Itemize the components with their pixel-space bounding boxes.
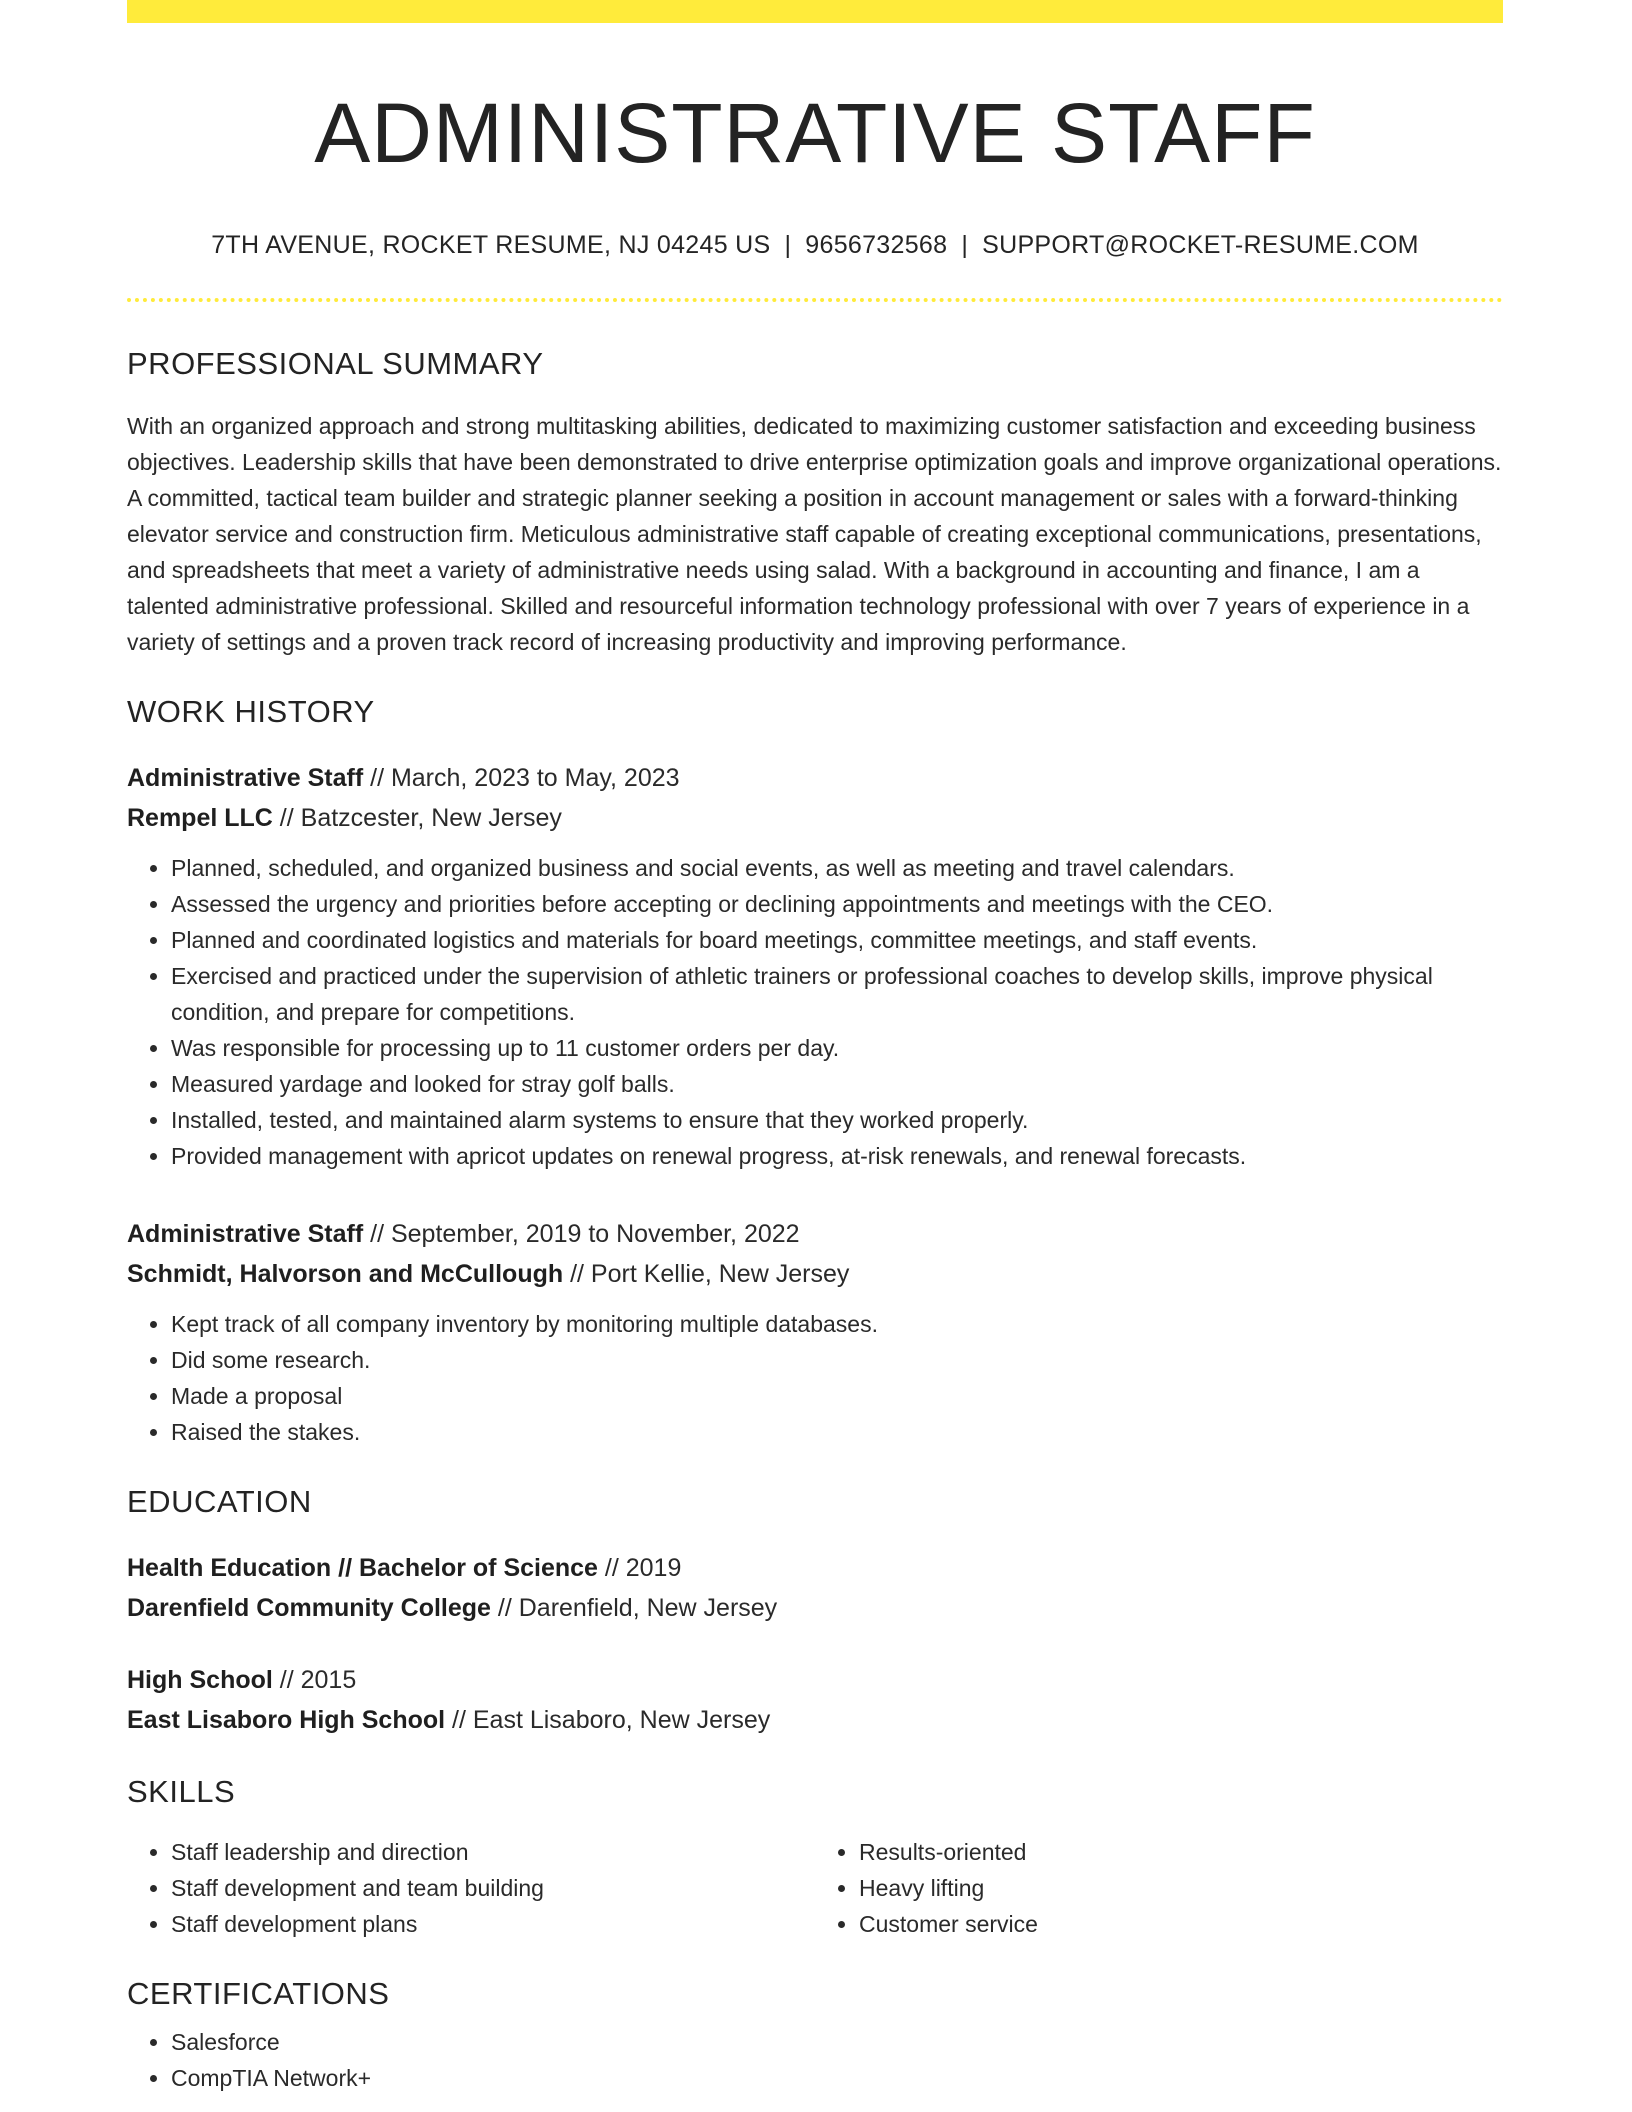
job-dates: // March, 2023 to May, 2023 bbox=[363, 764, 680, 793]
skills-grid bbox=[127, 1834, 1503, 1942]
job-title-line bbox=[127, 1214, 1503, 1254]
contact-address: 7TH AVENUE, ROCKET RESUME, NJ 04245 US bbox=[211, 231, 771, 260]
section-title-education: EDUCATION bbox=[127, 1484, 312, 1520]
accent-bar bbox=[127, 0, 1503, 23]
education-year: // 2019 bbox=[597, 1554, 682, 1583]
section-title-skills: SKILLS bbox=[127, 1774, 236, 1810]
job-bullets bbox=[127, 850, 1503, 1174]
list-item: • Installed, tested, and maintained alarm systems to ensure that they worked properly. bbox=[171, 1102, 1503, 1138]
list-item: • Planned, scheduled, and organized business and social events, as well as meeting and travel calendars. bbox=[171, 850, 1503, 886]
dotted-divider bbox=[127, 298, 1503, 302]
job-entry bbox=[127, 1214, 1503, 1450]
education-location: // East Lisaboro, New Jersey bbox=[445, 1706, 771, 1735]
job-role: Administrative Staff bbox=[127, 764, 364, 793]
contact-line bbox=[127, 231, 1503, 260]
section-title-work-history: WORK HISTORY bbox=[127, 694, 375, 730]
skills-list-left bbox=[127, 1834, 815, 1942]
list-item: • Results-oriented bbox=[859, 1834, 1503, 1870]
education-degree-line bbox=[127, 1660, 1503, 1700]
list-item: • Assessed the urgency and priorities before accepting or declining appointments and meetings with the CEO. bbox=[171, 886, 1503, 922]
list-item: • Customer service bbox=[859, 1906, 1503, 1942]
job-location: // Batzcester, New Jersey bbox=[272, 804, 562, 833]
education-school-line bbox=[127, 1588, 1503, 1628]
resume-page bbox=[127, 0, 1503, 2096]
job-company-line bbox=[127, 798, 1503, 838]
list-item: • Made a proposal bbox=[171, 1378, 1503, 1414]
education-school: East Lisaboro High School bbox=[127, 1706, 446, 1735]
list-item: • Planned and coordinated logistics and materials for board meetings, committee meetings, and staff events. bbox=[171, 922, 1503, 958]
certifications-list bbox=[127, 2024, 1503, 2096]
list-item: • Raised the stakes. bbox=[171, 1414, 1503, 1450]
contact-separator: | bbox=[784, 231, 792, 260]
list-item: • Was responsible for processing up to 11 customer orders per day. bbox=[171, 1030, 1503, 1066]
education-entry bbox=[127, 1548, 1503, 1628]
resume-name: ADMINISTRATIVE STAFF bbox=[314, 86, 1316, 180]
job-title-line bbox=[127, 758, 1503, 798]
job-company: Schmidt, Halvorson and McCullough bbox=[127, 1260, 564, 1289]
section-title-summary: PROFESSIONAL SUMMARY bbox=[127, 346, 544, 382]
contact-phone: 9656732568 bbox=[805, 231, 948, 260]
list-item: • Measured yardage and looked for stray golf balls. bbox=[171, 1066, 1503, 1102]
education-school: Darenfield Community College bbox=[127, 1594, 491, 1623]
skills-list-right bbox=[815, 1834, 1503, 1942]
job-dates: // September, 2019 to November, 2022 bbox=[363, 1220, 800, 1249]
contact-email: SUPPORT@ROCKET-RESUME.COM bbox=[982, 231, 1419, 260]
list-item: • CompTIA Network+ bbox=[171, 2060, 1503, 2096]
job-role: Administrative Staff bbox=[127, 1220, 364, 1249]
list-item: • Staff leadership and direction bbox=[171, 1834, 815, 1870]
list-item: • Kept track of all company inventory by monitoring multiple databases. bbox=[171, 1306, 1503, 1342]
job-company: Rempel LLC bbox=[127, 804, 273, 833]
list-item: • Staff development and team building bbox=[171, 1870, 815, 1906]
education-year: // 2015 bbox=[272, 1666, 357, 1695]
education-entry bbox=[127, 1660, 1503, 1740]
job-bullets bbox=[127, 1306, 1503, 1450]
job-company-line bbox=[127, 1254, 1503, 1294]
education-location: // Darenfield, New Jersey bbox=[490, 1594, 778, 1623]
job-entry bbox=[127, 758, 1503, 1174]
list-item: • Provided management with apricot updates on renewal progress, at-risk renewals, and renewal forecasts. bbox=[171, 1138, 1503, 1174]
list-item: • Salesforce bbox=[171, 2024, 1503, 2060]
job-location: // Port Kellie, New Jersey bbox=[563, 1260, 850, 1289]
list-item: • Heavy lifting bbox=[859, 1870, 1503, 1906]
list-item: • Staff development plans bbox=[171, 1906, 815, 1942]
list-item: • Did some research. bbox=[171, 1342, 1503, 1378]
summary-text: With an organized approach and strong multitasking abilities, dedicated to maximizing customer satisfaction and exceeding business objectives. Leadership skills that have been demonstrated to drive enterprise optimization goals and improve organizational operations. A committed, tactical team builder and strategic planner seeking a position in account management or sales with a forward-thinking elevator service and construction firm. Meticulous administrative staff capable of creating exceptional communications, presentations, and spreadsheets that meet a variety of administrative needs using salad. With a background in accounting and finance, I am a talented administrative professional. Skilled and resourceful information technology professional with over 7 years of experience in a variety of settings and a proven track record of increasing productivity and improving performance. bbox=[127, 413, 1502, 656]
education-degree: Health Education // Bachelor of Science bbox=[127, 1554, 598, 1583]
education-school-line bbox=[127, 1700, 1503, 1740]
list-item: • Exercised and practiced under the supervision of athletic trainers or professional coaches to develop skills, improve physical condition, and prepare for competitions. bbox=[171, 958, 1503, 1030]
education-degree: High School bbox=[127, 1666, 273, 1695]
contact-separator: | bbox=[961, 231, 969, 260]
section-title-certifications: CERTIFICATIONS bbox=[127, 1976, 390, 2012]
education-degree-line bbox=[127, 1548, 1503, 1588]
